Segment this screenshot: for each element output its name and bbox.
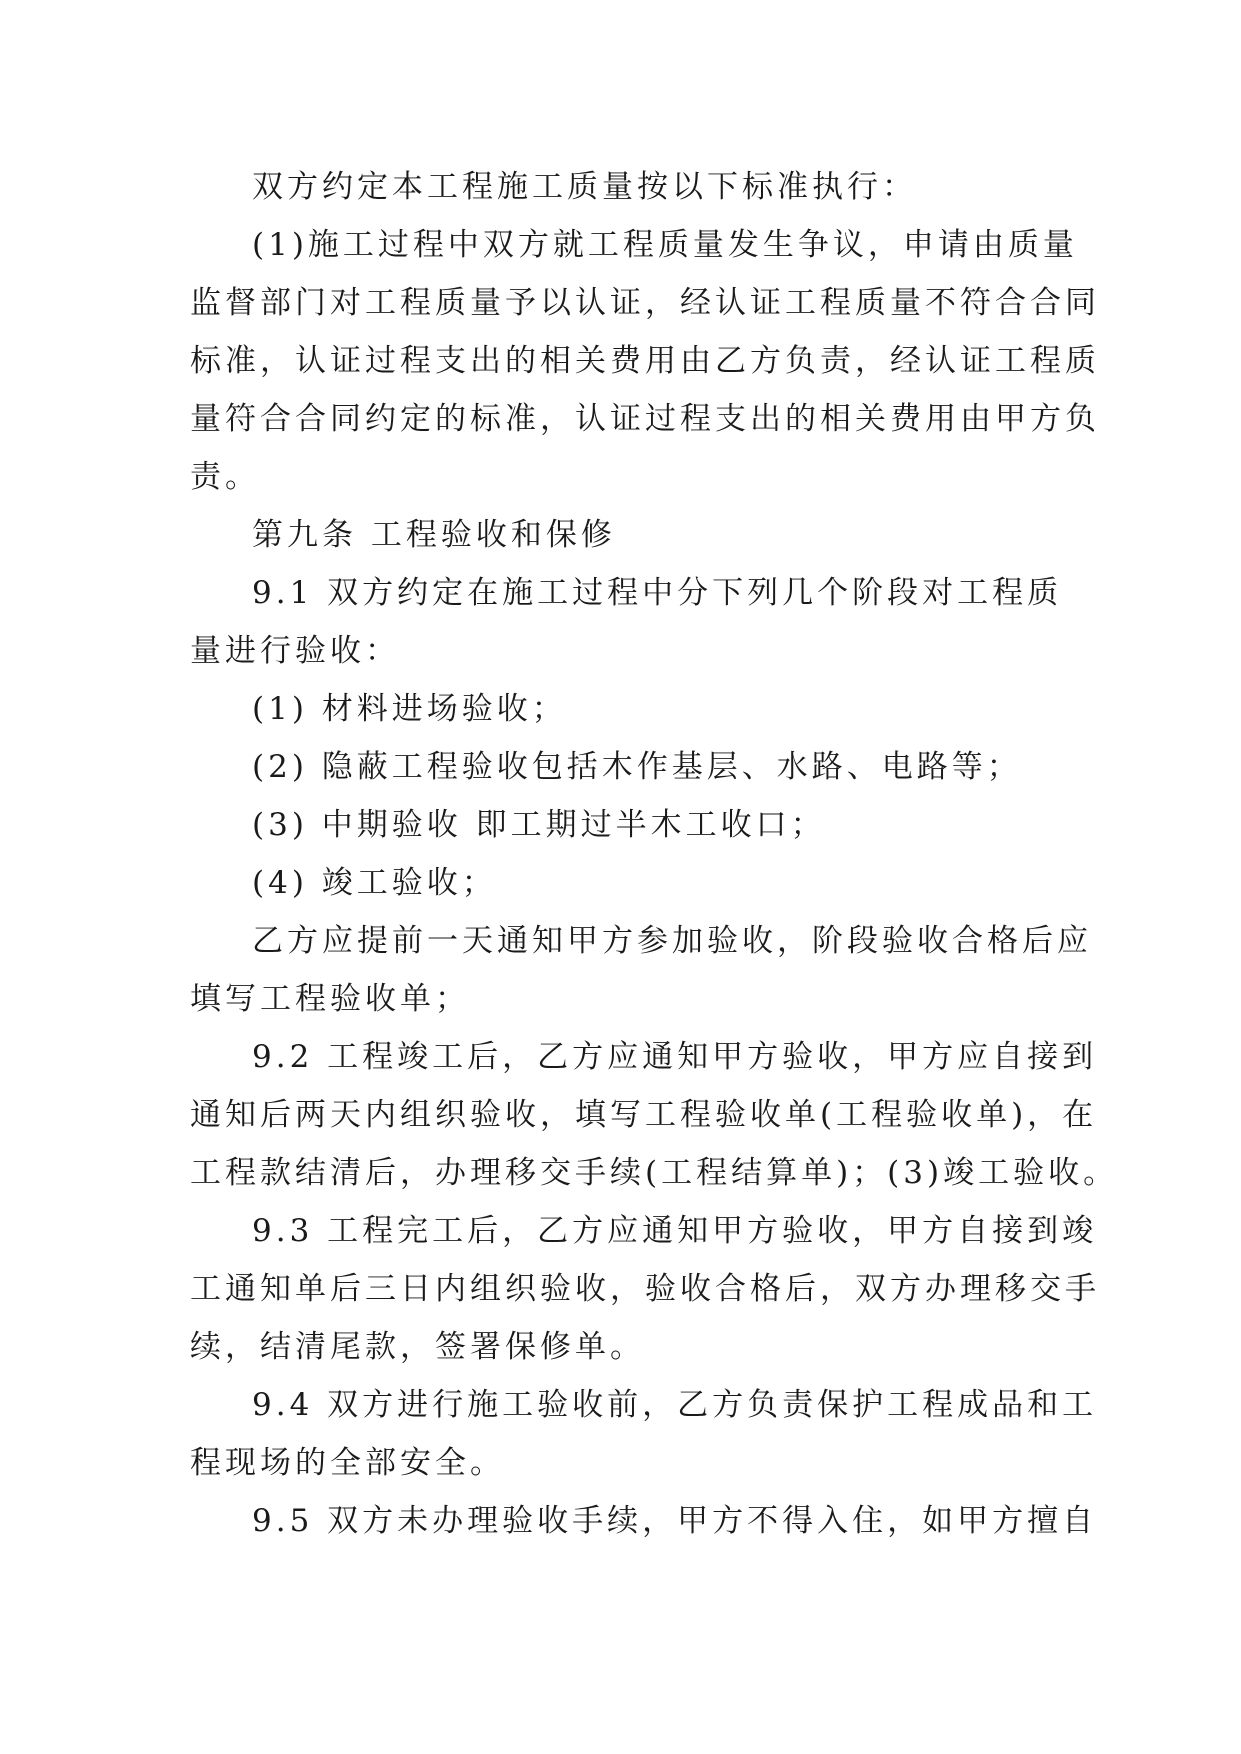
text-line-23: 程现场的全部安全。 — [190, 1445, 505, 1481]
text-line-14: 乙方应提前一天通知甲方参加验收，阶段验收合格后应 — [252, 923, 1092, 959]
text-line-4: 标准，认证过程支出的相关费用由乙方负责，经认证工程质 — [190, 343, 1100, 379]
text-line-20: 工通知单后三日内组织验收，验收合格后，双方办理移交手 — [190, 1271, 1100, 1307]
document-body — [190, 158, 1119, 1550]
text-line-16: 9.2 工程竣工后，乙方应通知甲方验收，甲方应自接到 — [252, 1039, 1098, 1075]
text-line-5: 量符合合同约定的标准，认证过程支出的相关费用由甲方负 — [190, 401, 1100, 437]
list-item-2: (2) 隐蔽工程验收包括木作基层、水路、电路等； — [252, 749, 1022, 785]
text-line-15: 填写工程验收单； — [190, 981, 470, 1017]
text-line-8: 9.1 双方约定在施工过程中分下列几个阶段对工程质 — [252, 575, 1063, 611]
text-line-2: (1)施工过程中双方就工程质量发生争议，申请由质量 — [252, 227, 1078, 263]
text-line-6: 责。 — [190, 459, 260, 495]
text-line-22: 9.4 双方进行施工验收前，乙方负责保护工程成品和工 — [252, 1387, 1098, 1423]
list-item-3: (3) 中期验收 即工期过半木工收口； — [252, 807, 826, 843]
text-line-24: 9.5 双方未办理验收手续，甲方不得入住，如甲方擅自 — [252, 1503, 1098, 1539]
text-line-9: 量进行验收： — [190, 633, 400, 669]
section-heading: 第九条 工程验收和保修 — [252, 517, 616, 553]
text-line-18: 工程款结清后，办理移交手续(工程结算单)；(3)竣工验收。 — [190, 1155, 1119, 1191]
text-line-3: 监督部门对工程质量予以认证，经认证工程质量不符合合同 — [190, 285, 1100, 321]
text-line-21: 续，结清尾款，签署保修单。 — [190, 1329, 645, 1365]
list-item-4: (4) 竣工验收； — [252, 865, 497, 901]
text-line-1: 双方约定本工程施工质量按以下标准执行： — [252, 169, 917, 205]
list-item-1: (1) 材料进场验收； — [252, 691, 567, 727]
text-line-17: 通知后两天内组织验收，填写工程验收单(工程验收单)，在 — [190, 1097, 1098, 1133]
text-line-19: 9.3 工程完工后，乙方应通知甲方验收，甲方自接到竣 — [252, 1213, 1098, 1249]
